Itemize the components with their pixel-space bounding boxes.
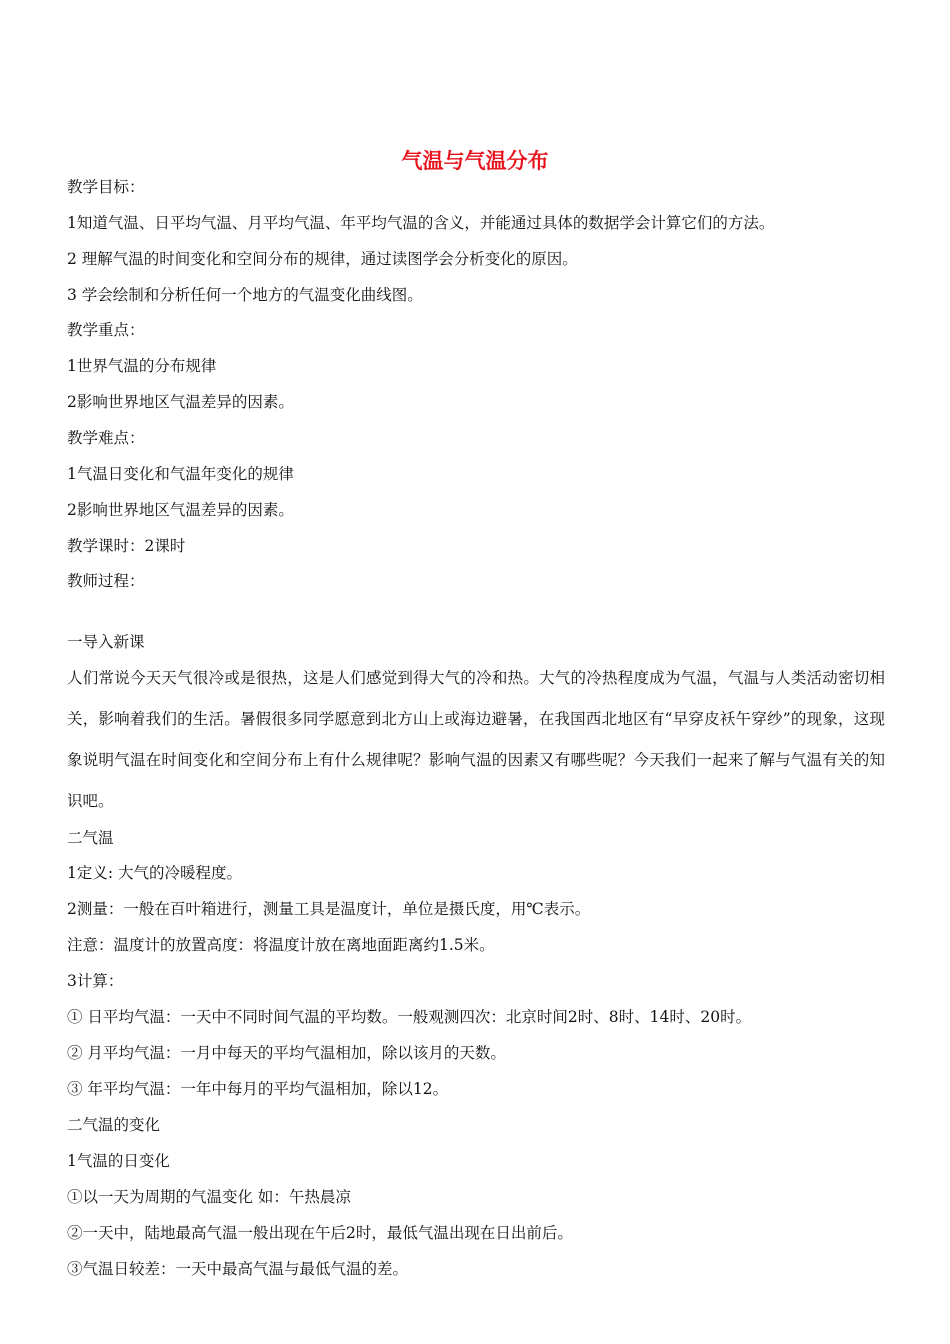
section-heading: 二气温 [67,829,114,847]
calc-heading: 3计算： [67,972,124,990]
key-point-item: 1世界气温的分布规律 [67,357,217,375]
objective-item: 2 理解气温的时间变化和空间分布的规律，通过读图学会分析变化的原因。 [67,250,578,268]
daily-change-item: ①以一天为周期的气温变化 如：午热晨凉 [67,1188,351,1206]
objectives-heading: 教学目标： [67,178,145,196]
calc-item: ① 日平均气温：一天中不同时间气温的平均数。一般观测四次：北京时间2时、8时、14时、20时。 [67,1008,752,1026]
note-item: 注意：温度计的放置高度：将温度计放在离地面距离约1.5米。 [67,936,495,954]
difficulties-heading: 教学难点： [67,429,145,447]
daily-change-item: ②一天中，陆地最高气温一般出现在午后2时，最低气温出现在日出前后。 [67,1224,573,1242]
calc-item: ③ 年平均气温：一年中每月的平均气温相加，除以12。 [67,1080,449,1098]
calc-item: ② 月平均气温：一月中每天的平均气温相加，除以该月的天数。 [67,1044,506,1062]
objective-item: 3 学会绘制和分析任何一个地方的气温变化曲线图。 [67,286,423,304]
section-heading: 二气温的变化 [67,1116,161,1134]
intro-heading: 一导入新课 [67,633,145,651]
document-title: 气温与气温分布 [401,149,549,173]
process-heading: 教师过程： [67,572,145,590]
definition-item: 1定义: 大气的冷暖程度。 [67,864,243,882]
class-hours: 教学课时：2课时 [67,537,186,555]
measurement-item: 2测量：一般在百叶箱进行，测量工具是温度计，单位是摄氏度，用℃表示。 [67,900,591,918]
subsection-heading: 1气温的日变化 [67,1152,170,1170]
difficulty-item: 1气温日变化和气温年变化的规律 [67,465,294,483]
daily-change-item: ③气温日较差：一天中最高气温与最低气温的差。 [67,1260,409,1278]
difficulty-item: 2影响世界地区气温差异的因素。 [67,501,294,519]
objective-item: 1知道气温、日平均气温、月平均气温、年平均气温的含义，并能通过具体的数据学会计算它们的方法。 [67,214,775,232]
intro-paragraph: 人们常说今天天气很冷或是很热，这是人们感觉到得大气的冷和热。大气的冷热程度成为气温，气温与人类活动密切相关，影响着我们的生活。暑假很多同学愿意到北方山上或海边避暑，在我国西北地区有“早穿皮袄午穿纱”的现象，这现象说明气温在时间变化和空间分布上有什么规律呢？影响气温的因素又有哪些呢？今天我们一起来了解与气温有关的知识吧。 [67,669,885,810]
key-points-heading: 教学重点： [67,321,145,339]
key-point-item: 2影响世界地区气温差异的因素。 [67,393,294,411]
